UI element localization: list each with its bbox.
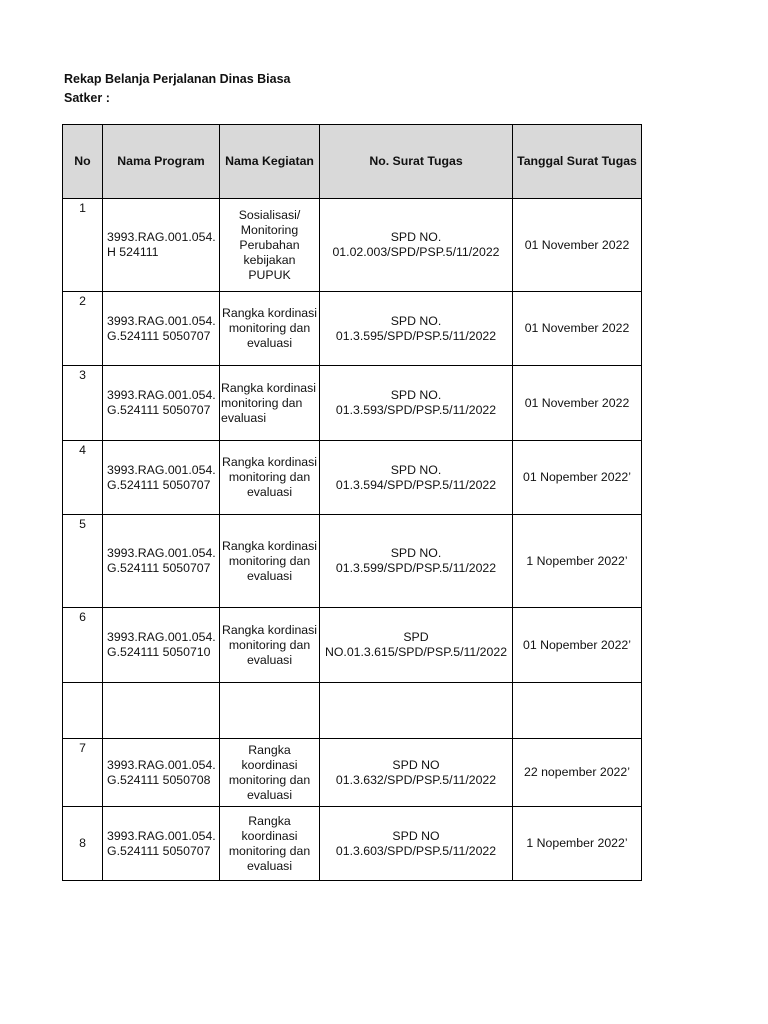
surat-cell: [320, 292, 513, 366]
surat-line: SPD NO.: [390, 462, 442, 477]
header-tanggal-surat-tugas: Tanggal Surat Tugas: [513, 125, 642, 199]
kegiatan-line: Monitoring: [240, 222, 299, 237]
program-line: 3993.RAG.001.054.: [107, 388, 216, 402]
surat-cell: [320, 366, 513, 441]
program-line: G.524111 5050710: [107, 645, 211, 659]
kegiatan-line: Sosialisasi/: [238, 207, 301, 222]
tanggal-cell: 01 Nopember 2022’: [513, 441, 642, 515]
kegiatan-line: evaluasi: [246, 568, 293, 583]
surat-line: SPD NO.: [390, 230, 442, 244]
kegiatan-line: monitoring dan: [228, 843, 311, 858]
program-cell: [103, 515, 220, 608]
program-line: G.524111 5050708: [107, 772, 211, 787]
surat-line: 01.02.003/SPD/PSP.5/11/2022: [332, 245, 500, 259]
table-row: [63, 739, 642, 807]
surat-cell: [320, 807, 513, 881]
program-line: 3993.RAG.001.054.: [107, 757, 216, 772]
program-line: 3993.RAG.001.054.: [107, 630, 216, 644]
surat-line: 01.3.599/SPD/PSP.5/11/2022: [335, 561, 497, 575]
program-line: G.524111 5050707: [107, 403, 211, 417]
kegiatan-cell: [220, 366, 320, 441]
surat-line: 01.3.595/SPD/PSP.5/11/2022: [335, 328, 497, 343]
kegiatan-line: monitoring dan: [228, 553, 311, 568]
kegiatan-line: koordinasi: [241, 828, 298, 843]
table-row: [63, 366, 642, 441]
no-cell: [63, 683, 103, 739]
table-row: [63, 807, 642, 881]
tanggal-cell: 01 November 2022: [513, 199, 642, 292]
tanggal-cell: 22 nopember 2022’: [513, 739, 642, 807]
program-line: 3993.RAG.001.054.: [107, 313, 216, 328]
kegiatan-line: kebijakan PUPUK: [243, 252, 296, 282]
surat-line: SPD: [403, 630, 429, 644]
kegiatan-cell: [220, 739, 320, 807]
tanggal-cell: 01 November 2022: [513, 292, 642, 366]
table-row: [63, 515, 642, 608]
kegiatan-line: evaluasi: [246, 652, 293, 667]
kegiatan-line: Rangka kordinasi: [222, 622, 318, 637]
kegiatan-line: evaluasi: [246, 485, 293, 499]
surat-line: 01.3.632/SPD/PSP.5/11/2022: [335, 772, 497, 787]
surat-cell: [320, 608, 513, 683]
no-cell: 2: [63, 292, 103, 366]
table-row: [63, 608, 642, 683]
surat-line: 01.3.593/SPD/PSP.5/11/2022: [335, 403, 497, 417]
kegiatan-line: evaluasi: [246, 336, 293, 350]
kegiatan-cell: [220, 441, 320, 515]
header-nama-kegiatan: Nama Kegiatan: [220, 125, 320, 199]
program-line: 3993.RAG.001.054.: [107, 546, 216, 560]
kegiatan-line: evaluasi: [246, 787, 293, 802]
kegiatan-cell: [220, 515, 320, 608]
program-line: 3993.RAG.001.054.: [107, 462, 216, 477]
surat-line: NO.01.3.615/SPD/PSP.5/11/2022: [324, 645, 508, 659]
kegiatan-line: monitoring dan: [221, 395, 303, 410]
tanggal-cell: 01 Nopember 2022’: [513, 608, 642, 683]
program-cell: [103, 292, 220, 366]
kegiatan-cell: [220, 683, 320, 739]
kegiatan-line: evaluasi: [246, 858, 293, 873]
table-header-row: [63, 125, 642, 199]
program-line: 3993.RAG.001.054.: [107, 828, 216, 843]
kegiatan-line: Rangka: [248, 742, 291, 757]
table-row: [63, 441, 642, 515]
surat-line: SPD NO.: [390, 546, 442, 560]
surat-cell: [320, 199, 513, 292]
no-cell: 5: [63, 515, 103, 608]
surat-line: SPD NO.: [390, 388, 442, 402]
surat-cell: [320, 683, 513, 739]
program-cell: [103, 199, 220, 292]
tanggal-cell: 1 Nopember 2022’: [513, 515, 642, 608]
kegiatan-line: Rangka kordinasi: [222, 538, 318, 553]
program-cell: [103, 608, 220, 683]
surat-cell: [320, 441, 513, 515]
surat-line: SPD NO: [392, 828, 440, 843]
kegiatan-line: Rangka kordinasi: [222, 455, 318, 469]
no-cell: 3: [63, 366, 103, 441]
program-line: G.524111 5050707: [107, 328, 211, 343]
no-cell: 6: [63, 608, 103, 683]
header-no-surat-tugas: No. Surat Tugas: [320, 125, 513, 199]
program-line: G.524111 5050707: [107, 561, 211, 575]
surat-line: SPD NO.: [390, 313, 442, 328]
surat-line: SPD NO: [392, 757, 440, 772]
table-row: [63, 292, 642, 366]
table-row: [63, 199, 642, 292]
program-line: G.524111 5050707: [107, 843, 211, 858]
program-cell: [103, 441, 220, 515]
kegiatan-line: koordinasi: [241, 757, 298, 772]
kegiatan-line: monitoring dan: [228, 637, 311, 652]
no-cell: 7: [63, 739, 103, 807]
tanggal-cell: 01 November 2022: [513, 366, 642, 441]
program-cell: [103, 807, 220, 881]
program-line: 3993.RAG.001.054.: [107, 230, 216, 244]
document-title-block: [64, 70, 291, 108]
kegiatan-line: Rangka kordinasi: [222, 306, 318, 320]
kegiatan-line: monitoring dan: [228, 470, 311, 484]
no-cell: 4: [63, 441, 103, 515]
program-line: H 524111: [107, 245, 159, 259]
kegiatan-cell: [220, 199, 320, 292]
table-row: [63, 683, 642, 739]
rekap-table: [62, 124, 642, 881]
kegiatan-line: evaluasi: [221, 410, 267, 425]
tanggal-cell: 1 Nopember 2022’: [513, 807, 642, 881]
kegiatan-line: monitoring dan: [228, 772, 311, 787]
header-no: No: [63, 125, 103, 199]
surat-line: 01.3.603/SPD/PSP.5/11/2022: [335, 843, 497, 858]
kegiatan-line: Rangka kordinasi: [221, 380, 317, 395]
surat-cell: [320, 739, 513, 807]
document-title: Rekap Belanja Perjalanan Dinas Biasa: [64, 72, 291, 86]
satker-label: Satker :: [64, 91, 110, 105]
kegiatan-line: Rangka: [248, 813, 291, 828]
kegiatan-line: monitoring dan: [228, 321, 311, 335]
surat-line: 01.3.594/SPD/PSP.5/11/2022: [335, 477, 497, 492]
surat-cell: [320, 515, 513, 608]
kegiatan-line: Perubahan: [239, 237, 300, 252]
program-cell: [103, 739, 220, 807]
kegiatan-cell: [220, 608, 320, 683]
program-cell: [103, 683, 220, 739]
header-nama-program: Nama Program: [103, 125, 220, 199]
program-cell: [103, 366, 220, 441]
no-cell: 1: [63, 199, 103, 292]
no-cell: 8: [63, 807, 103, 881]
kegiatan-cell: [220, 292, 320, 366]
program-line: G.524111 5050707: [107, 477, 211, 492]
kegiatan-cell: [220, 807, 320, 881]
tanggal-cell: [513, 683, 642, 739]
